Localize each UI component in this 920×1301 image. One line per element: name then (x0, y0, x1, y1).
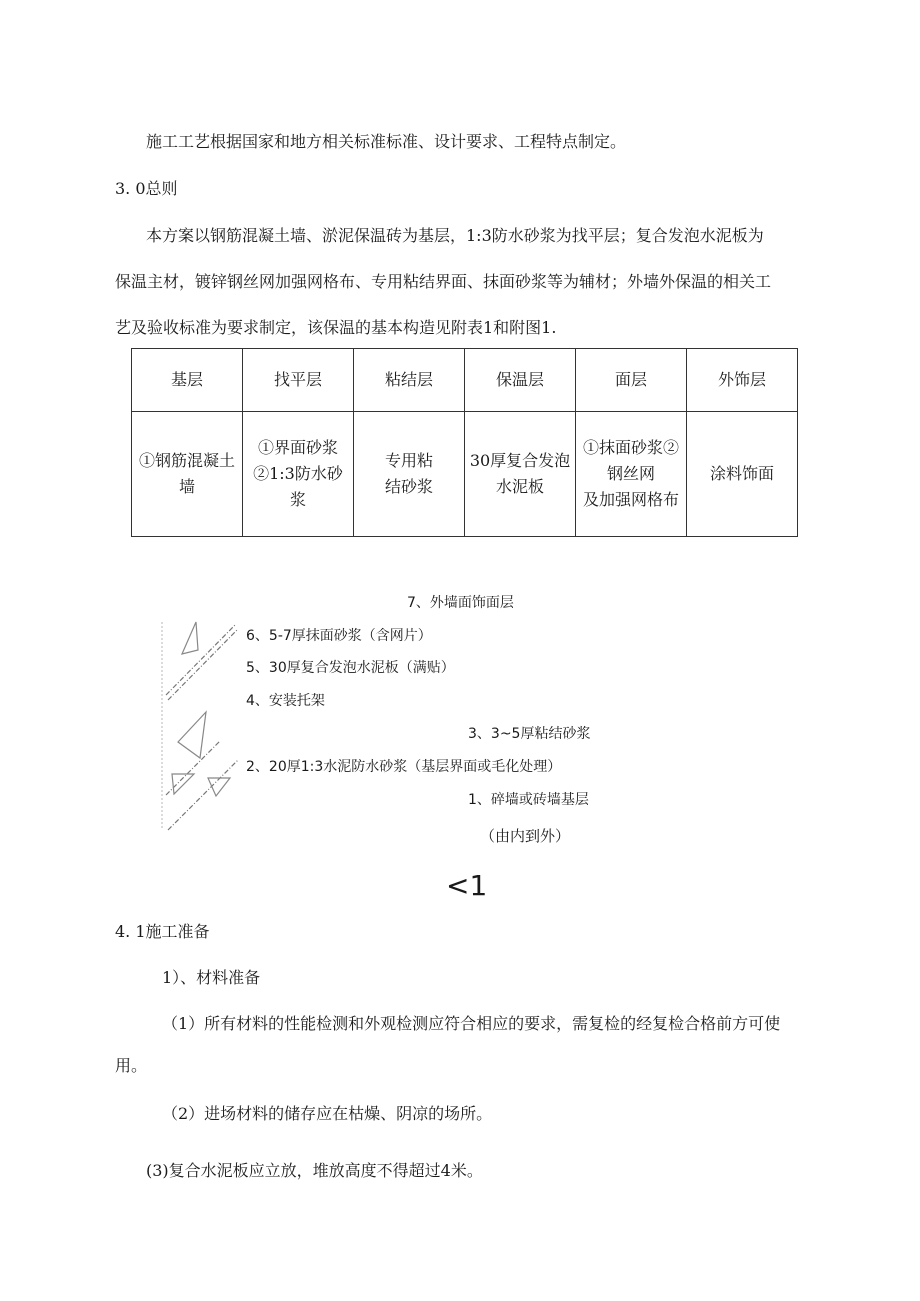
table-header-cell: 外饰层 (687, 349, 798, 412)
cell-line: 专用粘 (384, 451, 433, 470)
figure-label-3: 3、3~5厚粘结砂浆 (468, 726, 591, 742)
cell-line: ①钢筋混凝土 (138, 451, 235, 470)
figure-label-4: 4、安装托架 (246, 693, 325, 709)
wall-section-diagram (160, 620, 240, 832)
cell-line: 涂料饰面 (709, 464, 774, 483)
item-2: （2）进场材料的储存应在枯燥、阴凉的场所。 (162, 1104, 493, 1123)
table-cell-leveling (243, 412, 354, 537)
construction-layer-table (131, 348, 798, 537)
table-cell-base (132, 412, 243, 537)
item-3: (3)复合水泥板应立放，堆放高度不得超过4米。 (146, 1161, 483, 1180)
cell-line: 水泥板 (495, 477, 544, 496)
table-header-cell: 保温层 (465, 349, 576, 412)
cell-line: 结砂浆 (384, 477, 433, 496)
item-1-line-1: （1）所有材料的性能检测和外观检测应符合相应的要求，需复检的经复检合格前方可使 (162, 1014, 781, 1033)
table-body-row (132, 412, 798, 537)
figure-direction-note: （由内到外） (480, 827, 571, 845)
layer-line (168, 760, 238, 830)
section-3-paragraph-line-2: 保温主材，镀锌钢丝网加强网格布、专用粘结界面、抹面砂浆等为辅材；外墙外保温的相关工 (115, 272, 772, 291)
triangle-marker (182, 622, 198, 654)
cell-line: 钢丝网 (606, 464, 655, 483)
triangle-marker (172, 774, 194, 794)
figure-marker: <1 (446, 869, 488, 902)
table-header-cell: 基层 (132, 349, 243, 412)
triangle-marker (178, 712, 206, 758)
cell-line: ①抹面砂浆② (582, 438, 679, 457)
cell-line: ①界面砂浆 (257, 438, 338, 457)
table-header-cell: 面层 (576, 349, 687, 412)
table-header-cell: 找平层 (243, 349, 354, 412)
layer-line (166, 624, 236, 695)
figure-label-1: 1、碎墙或砖墙基层 (468, 792, 589, 808)
figure-label-5: 5、30厚复合发泡水泥板（满贴） (246, 660, 455, 676)
cell-line: 墙 (178, 477, 195, 496)
layer-line (168, 629, 238, 700)
section-3-paragraph-line-3: 艺及验收标准为要求制定，该保温的基本构造见附表1和附图1. (115, 318, 557, 337)
section-4-heading: 4. 1施工准备 (115, 922, 210, 941)
figure-label-7: 7、外墙面饰面层 (407, 595, 514, 611)
cell-line: 及加强网格布 (582, 490, 679, 509)
table-cell-surface (576, 412, 687, 537)
intro-paragraph: 施工工艺根据国家和地方相关标准标准、设计要求、工程特点制定。 (146, 132, 627, 151)
section-3-paragraph-line-1: 本方案以钢筋混凝土墙、淤泥保温砖为基层，1:3防水砂浆为找平层；复合发泡水泥板为 (146, 226, 764, 245)
table-header-cell: 粘结层 (354, 349, 465, 412)
table-cell-insulation (465, 412, 576, 537)
table-cell-finish (687, 412, 798, 537)
table-cell-bonding (354, 412, 465, 537)
section-3-heading: 3. 0总则 (115, 179, 178, 198)
item-1-line-2: 用。 (115, 1056, 148, 1075)
cell-line: ②1:3防水砂 (253, 464, 343, 483)
cell-line: 30厚复合发泡 (469, 451, 571, 470)
table-header-row (132, 349, 798, 412)
cell-line: 浆 (289, 490, 306, 509)
figure-label-6: 6、5-7厚抹面砂浆（含网片） (246, 628, 432, 644)
figure-label-2: 2、20厚1:3水泥防水砂浆（基层界面或毛化处理） (246, 759, 562, 775)
section-4-subheading: 1）、材料准备 (162, 968, 261, 987)
